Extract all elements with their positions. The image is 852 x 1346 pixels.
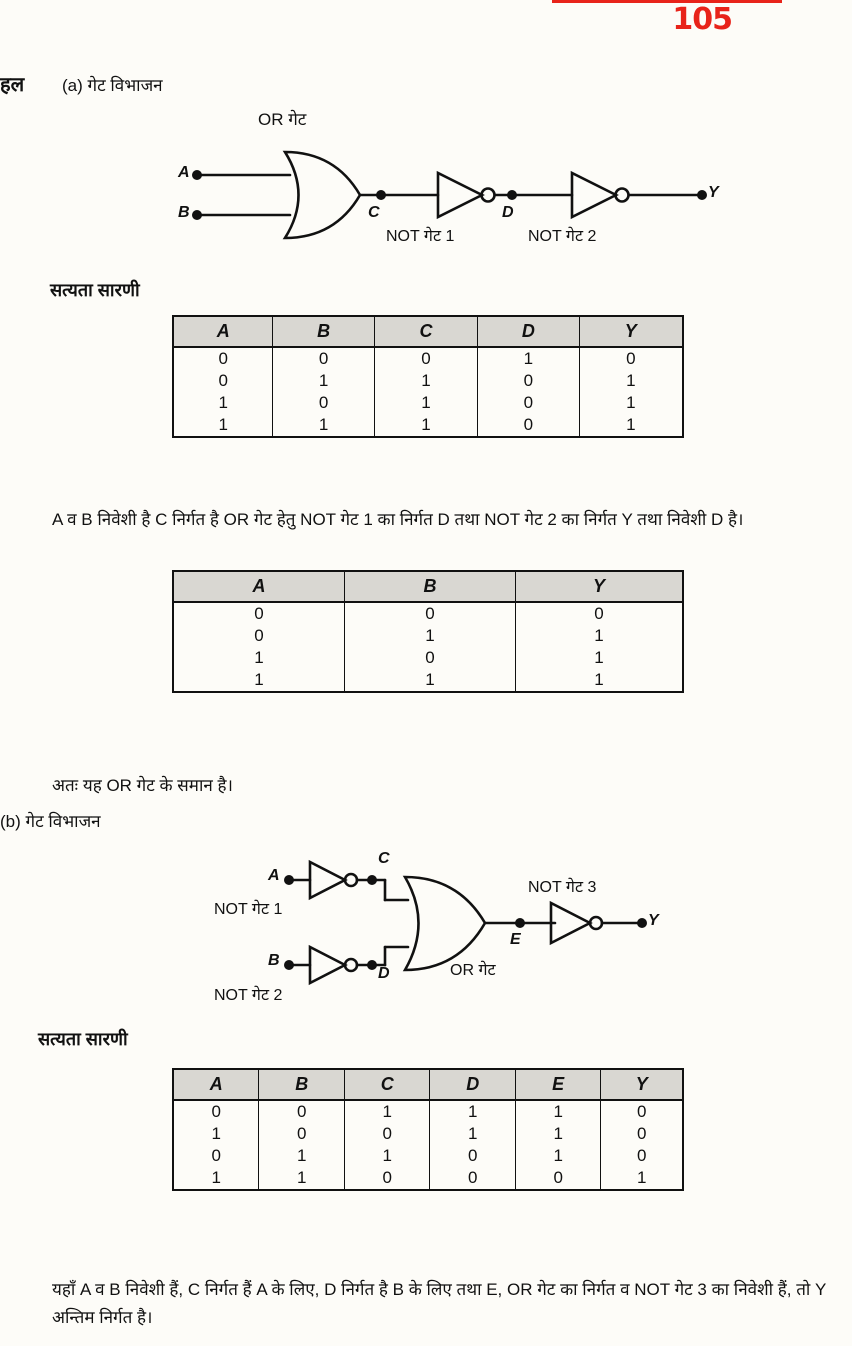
table-cell: 0	[259, 1123, 344, 1145]
circuit-diagram-b	[0, 850, 852, 1015]
table-header-cell: Y	[601, 1069, 683, 1100]
table-header-cell: B	[273, 316, 374, 347]
table-cell: 1	[259, 1145, 344, 1167]
table-cell: 1	[374, 370, 477, 392]
not-gate-3-label-b: NOT गेट 3	[528, 879, 597, 896]
paragraph-3: यहाँ A व B निवेशी हैं, C निर्गत हैं A के लिए, D निर्गत है B के लिए तथा E, OR गेट का निर्गत व NOT गेट 3 का निवेशी हैं, तो Y अन्तिम निर्गत है।	[52, 1280, 827, 1327]
not-gate-1-label-b: NOT गेट 1	[214, 901, 283, 918]
truth-table-2	[172, 570, 684, 693]
table-row	[173, 669, 683, 692]
table-header-cell: E	[515, 1069, 600, 1100]
truth-table-heading-2: सत्यता सारणी	[38, 1029, 128, 1049]
table-cell: 0	[173, 1100, 259, 1123]
not-gate-2-label-a: NOT गेट 2	[528, 228, 597, 245]
table-header-cell: A	[173, 1069, 259, 1100]
table-cell: 1	[515, 1100, 600, 1123]
table-cell: 0	[259, 1100, 344, 1123]
table-cell: 1	[344, 1145, 429, 1167]
table-row	[173, 370, 683, 392]
table-cell: 1	[173, 1167, 259, 1190]
truth-table-heading-1: सत्यता सारणी	[50, 280, 140, 300]
table-cell: 1	[344, 669, 515, 692]
table-cell: 1	[273, 370, 374, 392]
table-row	[173, 1167, 683, 1190]
table-header-row	[173, 571, 683, 602]
table-cell: 0	[273, 347, 374, 370]
table-cell: 0	[430, 1145, 515, 1167]
table-row	[173, 625, 683, 647]
node-c-label-b: C	[378, 850, 390, 867]
table-cell: 1	[173, 669, 344, 692]
table-header-cell: D	[478, 316, 579, 347]
table-cell: 0	[478, 370, 579, 392]
table-header-cell: Y	[515, 571, 683, 602]
or-gate-label-b: OR गेट	[450, 962, 496, 979]
table-cell: 0	[344, 1123, 429, 1145]
table-cell: 1	[344, 625, 515, 647]
output-y-label-a: Y	[708, 184, 719, 201]
or-gate-label-a: OR गेट	[258, 110, 307, 129]
table-cell: 1	[273, 414, 374, 437]
table-cell: 1	[579, 414, 683, 437]
solution-label: हल	[0, 74, 25, 96]
circuit-b-svg	[0, 855, 852, 1015]
table-header-row	[173, 1069, 683, 1100]
table-cell: 0	[173, 1145, 259, 1167]
table-row	[173, 392, 683, 414]
table-cell: 0	[173, 370, 273, 392]
table-header-cell: C	[374, 316, 477, 347]
table-header-cell: C	[344, 1069, 429, 1100]
table-cell: 0	[478, 414, 579, 437]
table-cell: 1	[173, 1123, 259, 1145]
table-cell: 0	[273, 392, 374, 414]
table-row	[173, 602, 683, 625]
table-cell: 0	[601, 1100, 683, 1123]
table-cell: 1	[478, 347, 579, 370]
table-cell: 0	[579, 347, 683, 370]
table-row	[173, 1145, 683, 1167]
table-cell: 0	[173, 625, 344, 647]
table-row	[173, 1100, 683, 1123]
table-cell: 0	[601, 1145, 683, 1167]
node-d-label-a: D	[502, 204, 514, 221]
page-number: 105	[672, 2, 732, 37]
table-header-cell: A	[173, 571, 344, 602]
table-cell: 0	[515, 602, 683, 625]
table-cell: 1	[344, 1100, 429, 1123]
table-header-cell: B	[259, 1069, 344, 1100]
input-a-label-b: A	[268, 867, 280, 884]
table-cell: 1	[173, 414, 273, 437]
table-cell: 1	[173, 647, 344, 669]
table-cell: 1	[259, 1167, 344, 1190]
table-cell: 0	[344, 602, 515, 625]
table-cell: 1	[515, 1145, 600, 1167]
input-b-label-b: B	[268, 952, 280, 969]
output-y-label-b: Y	[648, 912, 659, 929]
circuit-diagram-a	[0, 110, 852, 260]
table-cell: 1	[374, 414, 477, 437]
not-gate-1-label-a: NOT गेट 1	[386, 228, 455, 245]
node-c-label-a: C	[368, 204, 380, 221]
table-cell: 0	[173, 602, 344, 625]
table-cell: 1	[374, 392, 477, 414]
node-e-label-b: E	[510, 931, 521, 948]
table-cell: 0	[374, 347, 477, 370]
table-cell: 1	[515, 1123, 600, 1145]
input-b-label-a: B	[178, 204, 190, 221]
table-cell: 1	[515, 669, 683, 692]
table-cell: 0	[344, 1167, 429, 1190]
table-cell: 1	[430, 1100, 515, 1123]
paragraph-1: A व B निवेशी है C निर्गत है OR गेट हेतु NOT गेट 1 का निर्गत D तथा NOT गेट 2 का निर्गत Y तथा निवेशी D है।	[52, 510, 744, 529]
table-header-cell: D	[430, 1069, 515, 1100]
table-header-row	[173, 316, 683, 347]
header-rule	[552, 0, 782, 3]
table-row	[173, 347, 683, 370]
not-gate-2-label-b: NOT गेट 2	[214, 987, 283, 1004]
node-d-label-b: D	[378, 965, 390, 982]
paragraph-2: अतः यह OR गेट के समान है।	[52, 776, 233, 795]
table-header-cell: B	[344, 571, 515, 602]
table-header-cell: A	[173, 316, 273, 347]
table-row	[173, 647, 683, 669]
part-b-label: (b) गेट विभाजन	[0, 812, 101, 831]
table-cell: 1	[430, 1123, 515, 1145]
truth-table-3	[172, 1068, 684, 1191]
table-header-cell: Y	[579, 316, 683, 347]
table-cell: 0	[173, 347, 273, 370]
table-cell: 1	[173, 392, 273, 414]
table-cell: 1	[579, 392, 683, 414]
table-row	[173, 414, 683, 437]
table-cell: 0	[344, 647, 515, 669]
table-cell: 1	[601, 1167, 683, 1190]
table-cell: 0	[430, 1167, 515, 1190]
input-a-label-a: A	[178, 164, 190, 181]
truth-table-1	[172, 315, 684, 438]
table-cell: 1	[515, 647, 683, 669]
table-cell: 0	[601, 1123, 683, 1145]
table-cell: 1	[515, 625, 683, 647]
table-row	[173, 1123, 683, 1145]
table-cell: 1	[579, 370, 683, 392]
table-cell: 0	[515, 1167, 600, 1190]
table-cell: 0	[478, 392, 579, 414]
part-a-label: (a) गेट विभाजन	[62, 76, 163, 95]
